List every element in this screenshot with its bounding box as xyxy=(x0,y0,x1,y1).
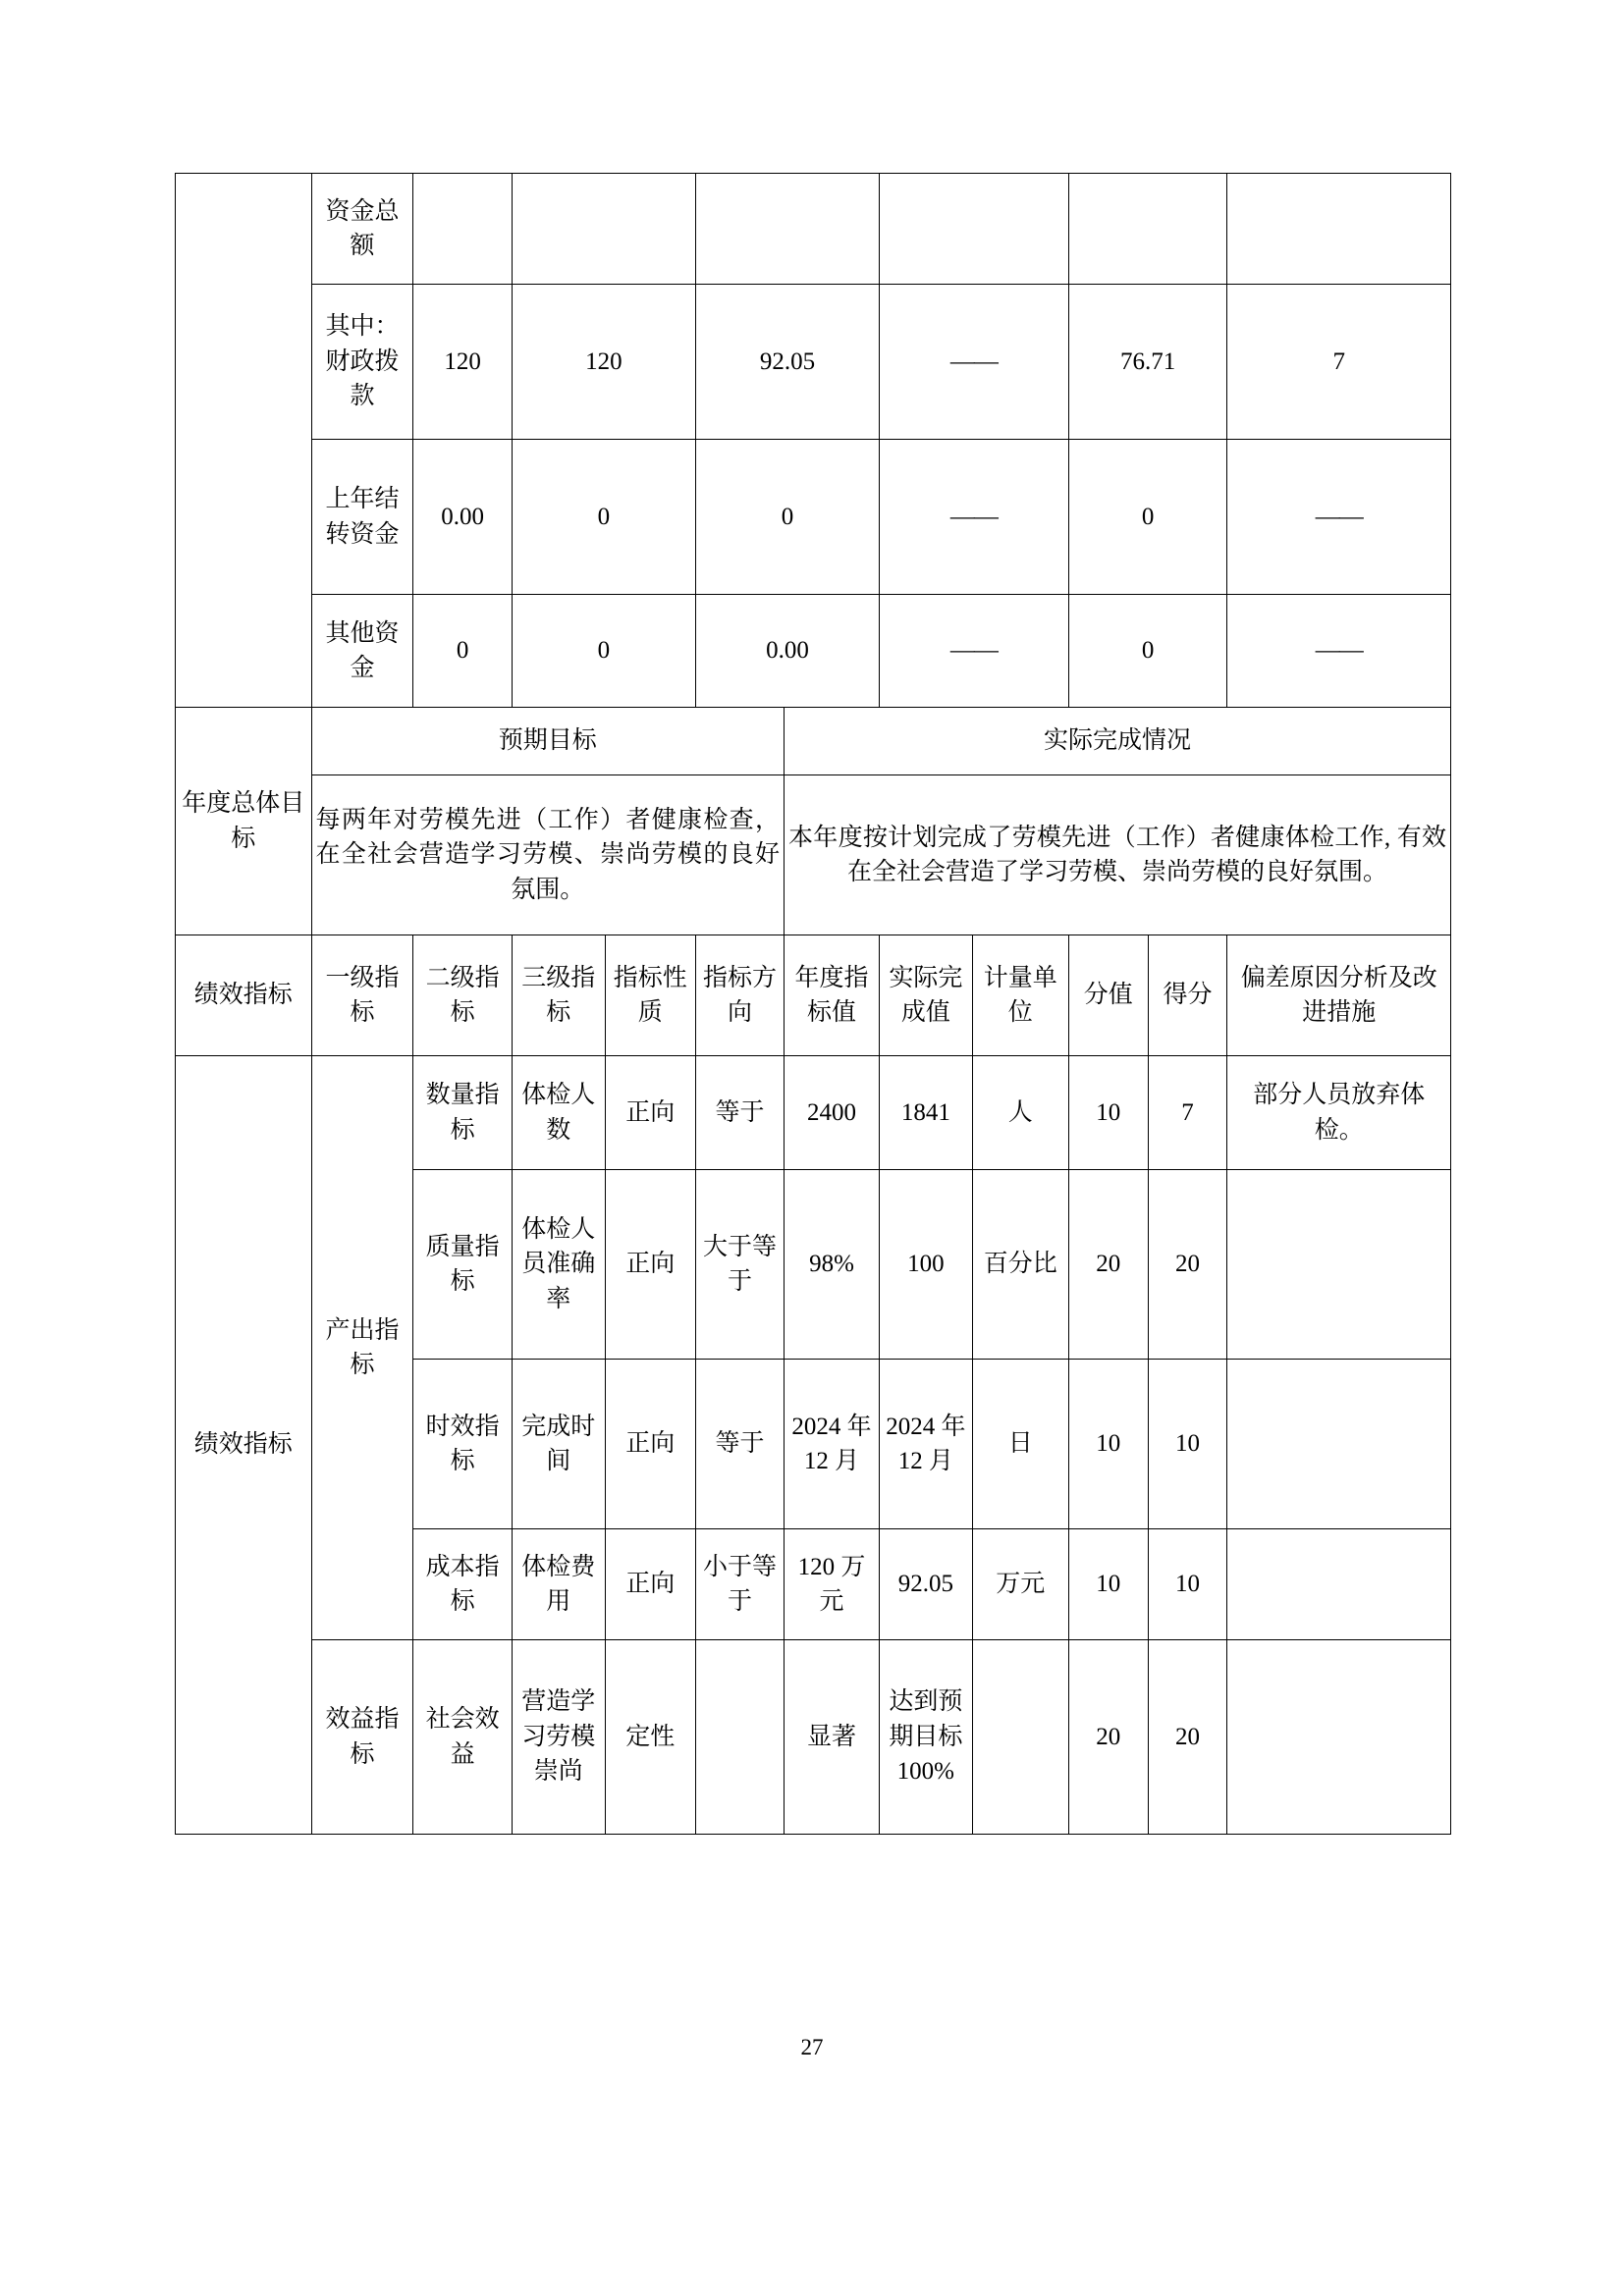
indicator-unit-4 xyxy=(972,1640,1068,1835)
table-row xyxy=(176,440,1451,595)
indicator-header-col10: 得分 xyxy=(1148,935,1227,1056)
actual-goal-text: 本年度按计划完成了劳模先进（工作）者健康体检工作, 有效在全社会营造了学习劳模、崇尚劳模的良好氛围。 xyxy=(785,775,1451,935)
indicator-nature-1: 正向 xyxy=(605,1170,695,1360)
indicator-score-0: 7 xyxy=(1148,1056,1227,1170)
funding-value-3-2: 0 xyxy=(512,595,695,708)
indicator-target-0: 2400 xyxy=(785,1056,880,1170)
indicator-header-col4: 指标性质 xyxy=(605,935,695,1056)
funding-value-0-2 xyxy=(512,174,695,285)
indicator-level3-2: 完成时间 xyxy=(512,1360,605,1529)
indicator-scorefull-4: 20 xyxy=(1068,1640,1148,1835)
indicator-nature-4: 定性 xyxy=(605,1640,695,1835)
indicator-actual-0: 1841 xyxy=(879,1056,972,1170)
indicator-score-2: 10 xyxy=(1148,1360,1227,1529)
funding-label-1: 其中：财政拨款 xyxy=(311,285,413,440)
indicator-level3-1: 体检人员准确率 xyxy=(512,1170,605,1360)
funding-value-1-4: —— xyxy=(879,285,1068,440)
funding-value-0-1 xyxy=(413,174,512,285)
funding-value-2-3: 0 xyxy=(695,440,879,595)
indicator-actual-1: 100 xyxy=(879,1170,972,1360)
indicator-unit-0: 人 xyxy=(972,1056,1068,1170)
indicator-scorefull-2: 10 xyxy=(1068,1360,1148,1529)
indicator-target-2: 2024 年 12 月 xyxy=(785,1360,880,1529)
indicator-scorefull-3: 10 xyxy=(1068,1529,1148,1640)
indicator-header-col2: 二级指标 xyxy=(413,935,512,1056)
funding-label-0: 资金总额 xyxy=(311,174,413,285)
indicator-nature-0: 正向 xyxy=(605,1056,695,1170)
table-row xyxy=(176,1056,1451,1170)
table-row xyxy=(176,285,1451,440)
indicator-note-3 xyxy=(1227,1529,1451,1640)
indicator-target-1: 98% xyxy=(785,1170,880,1360)
funding-value-0-3 xyxy=(695,174,879,285)
funding-value-2-4: —— xyxy=(879,440,1068,595)
indicator-level3-4: 营造学习劳模崇尚 xyxy=(512,1640,605,1835)
table-row xyxy=(176,775,1451,935)
indicator-level2-0: 数量指标 xyxy=(413,1056,512,1170)
indicator-note-4 xyxy=(1227,1640,1451,1835)
funding-label-3: 其他资金 xyxy=(311,595,413,708)
funding-value-1-2: 120 xyxy=(512,285,695,440)
table-row xyxy=(176,1640,1451,1835)
indicator-header-col6: 年度指标值 xyxy=(785,935,880,1056)
annual-goal-label: 年度总体目标 xyxy=(176,708,312,935)
indicator-level3-0: 体检人数 xyxy=(512,1056,605,1170)
funding-value-3-1: 0 xyxy=(413,595,512,708)
indicator-actual-4: 达到预期目标100% xyxy=(879,1640,972,1835)
indicator-note-0: 部分人员放弃体检。 xyxy=(1227,1056,1451,1170)
indicator-scorefull-0: 10 xyxy=(1068,1056,1148,1170)
funding-value-0-4 xyxy=(879,174,1068,285)
indicator-nature-3: 正向 xyxy=(605,1529,695,1640)
indicator-score-1: 20 xyxy=(1148,1170,1227,1360)
indicator-header-col11: 偏差原因分析及改进措施 xyxy=(1227,935,1451,1056)
funding-value-0-5 xyxy=(1068,174,1227,285)
performance-table-wrapper xyxy=(175,173,1451,1835)
funding-value-1-6: 7 xyxy=(1227,285,1451,440)
indicator-header-col8: 计量单位 xyxy=(972,935,1068,1056)
funding-value-2-2: 0 xyxy=(512,440,695,595)
funding-value-2-6: —— xyxy=(1227,440,1451,595)
expected-goal-text: 每两年对劳模先进（工作）者健康检查，在全社会营造学习劳模、崇尚劳模的良好氛围。 xyxy=(311,775,784,935)
indicator-target-4: 显著 xyxy=(785,1640,880,1835)
indicator-direction-0: 等于 xyxy=(695,1056,784,1170)
indicator-scorefull-1: 20 xyxy=(1068,1170,1148,1360)
funding-value-0-6 xyxy=(1227,174,1451,285)
indicator-group-label-1: 效益指标 xyxy=(311,1640,413,1835)
funding-value-2-5: 0 xyxy=(1068,440,1227,595)
indicator-level2-4: 社会效益 xyxy=(413,1640,512,1835)
table-row xyxy=(176,595,1451,708)
indicator-level2-2: 时效指标 xyxy=(413,1360,512,1529)
indicator-direction-3: 小于等于 xyxy=(695,1529,784,1640)
table-row xyxy=(176,174,1451,285)
indicator-header-col9: 分值 xyxy=(1068,935,1148,1056)
indicator-level2-3: 成本指标 xyxy=(413,1529,512,1640)
funding-side-blank xyxy=(176,174,312,708)
indicator-score-3: 10 xyxy=(1148,1529,1227,1640)
funding-value-3-3: 0.00 xyxy=(695,595,879,708)
indicator-score-4: 20 xyxy=(1148,1640,1227,1835)
indicator-direction-2: 等于 xyxy=(695,1360,784,1529)
funding-value-2-1: 0.00 xyxy=(413,440,512,595)
indicator-level2-1: 质量指标 xyxy=(413,1170,512,1360)
expected-goal-header: 预期目标 xyxy=(311,708,784,775)
indicator-header-col5: 指标方向 xyxy=(695,935,784,1056)
funding-value-1-3: 92.05 xyxy=(695,285,879,440)
indicator-header-col1: 一级指标 xyxy=(311,935,413,1056)
indicator-unit-2: 日 xyxy=(972,1360,1068,1529)
funding-value-3-4: —— xyxy=(879,595,1068,708)
indicator-group-label-0: 产出指标 xyxy=(311,1056,413,1640)
indicator-header-col0: 绩效指标 xyxy=(176,935,312,1056)
indicator-note-2 xyxy=(1227,1360,1451,1529)
funding-value-3-5: 0 xyxy=(1068,595,1227,708)
indicator-unit-1: 百分比 xyxy=(972,1170,1068,1360)
indicator-unit-3: 万元 xyxy=(972,1529,1068,1640)
page-number: 27 xyxy=(800,2035,824,2059)
funding-value-3-6: —— xyxy=(1227,595,1451,708)
indicator-level3-3: 体检费用 xyxy=(512,1529,605,1640)
indicator-direction-4 xyxy=(695,1640,784,1835)
funding-label-2: 上年结转资金 xyxy=(311,440,413,595)
indicator-actual-2: 2024 年 12 月 xyxy=(879,1360,972,1529)
performance-table xyxy=(175,173,1451,1835)
indicator-side-label: 绩效指标 xyxy=(176,1056,312,1835)
table-row xyxy=(176,708,1451,775)
indicator-header-col7: 实际完成值 xyxy=(879,935,972,1056)
funding-value-1-1: 120 xyxy=(413,285,512,440)
indicator-direction-1: 大于等于 xyxy=(695,1170,784,1360)
indicator-header-row xyxy=(176,935,1451,1056)
indicator-actual-3: 92.05 xyxy=(879,1529,972,1640)
indicator-note-1 xyxy=(1227,1170,1451,1360)
actual-goal-header: 实际完成情况 xyxy=(785,708,1451,775)
funding-value-1-5: 76.71 xyxy=(1068,285,1227,440)
indicator-nature-2: 正向 xyxy=(605,1360,695,1529)
indicator-header-col3: 三级指标 xyxy=(512,935,605,1056)
indicator-target-3: 120 万元 xyxy=(785,1529,880,1640)
